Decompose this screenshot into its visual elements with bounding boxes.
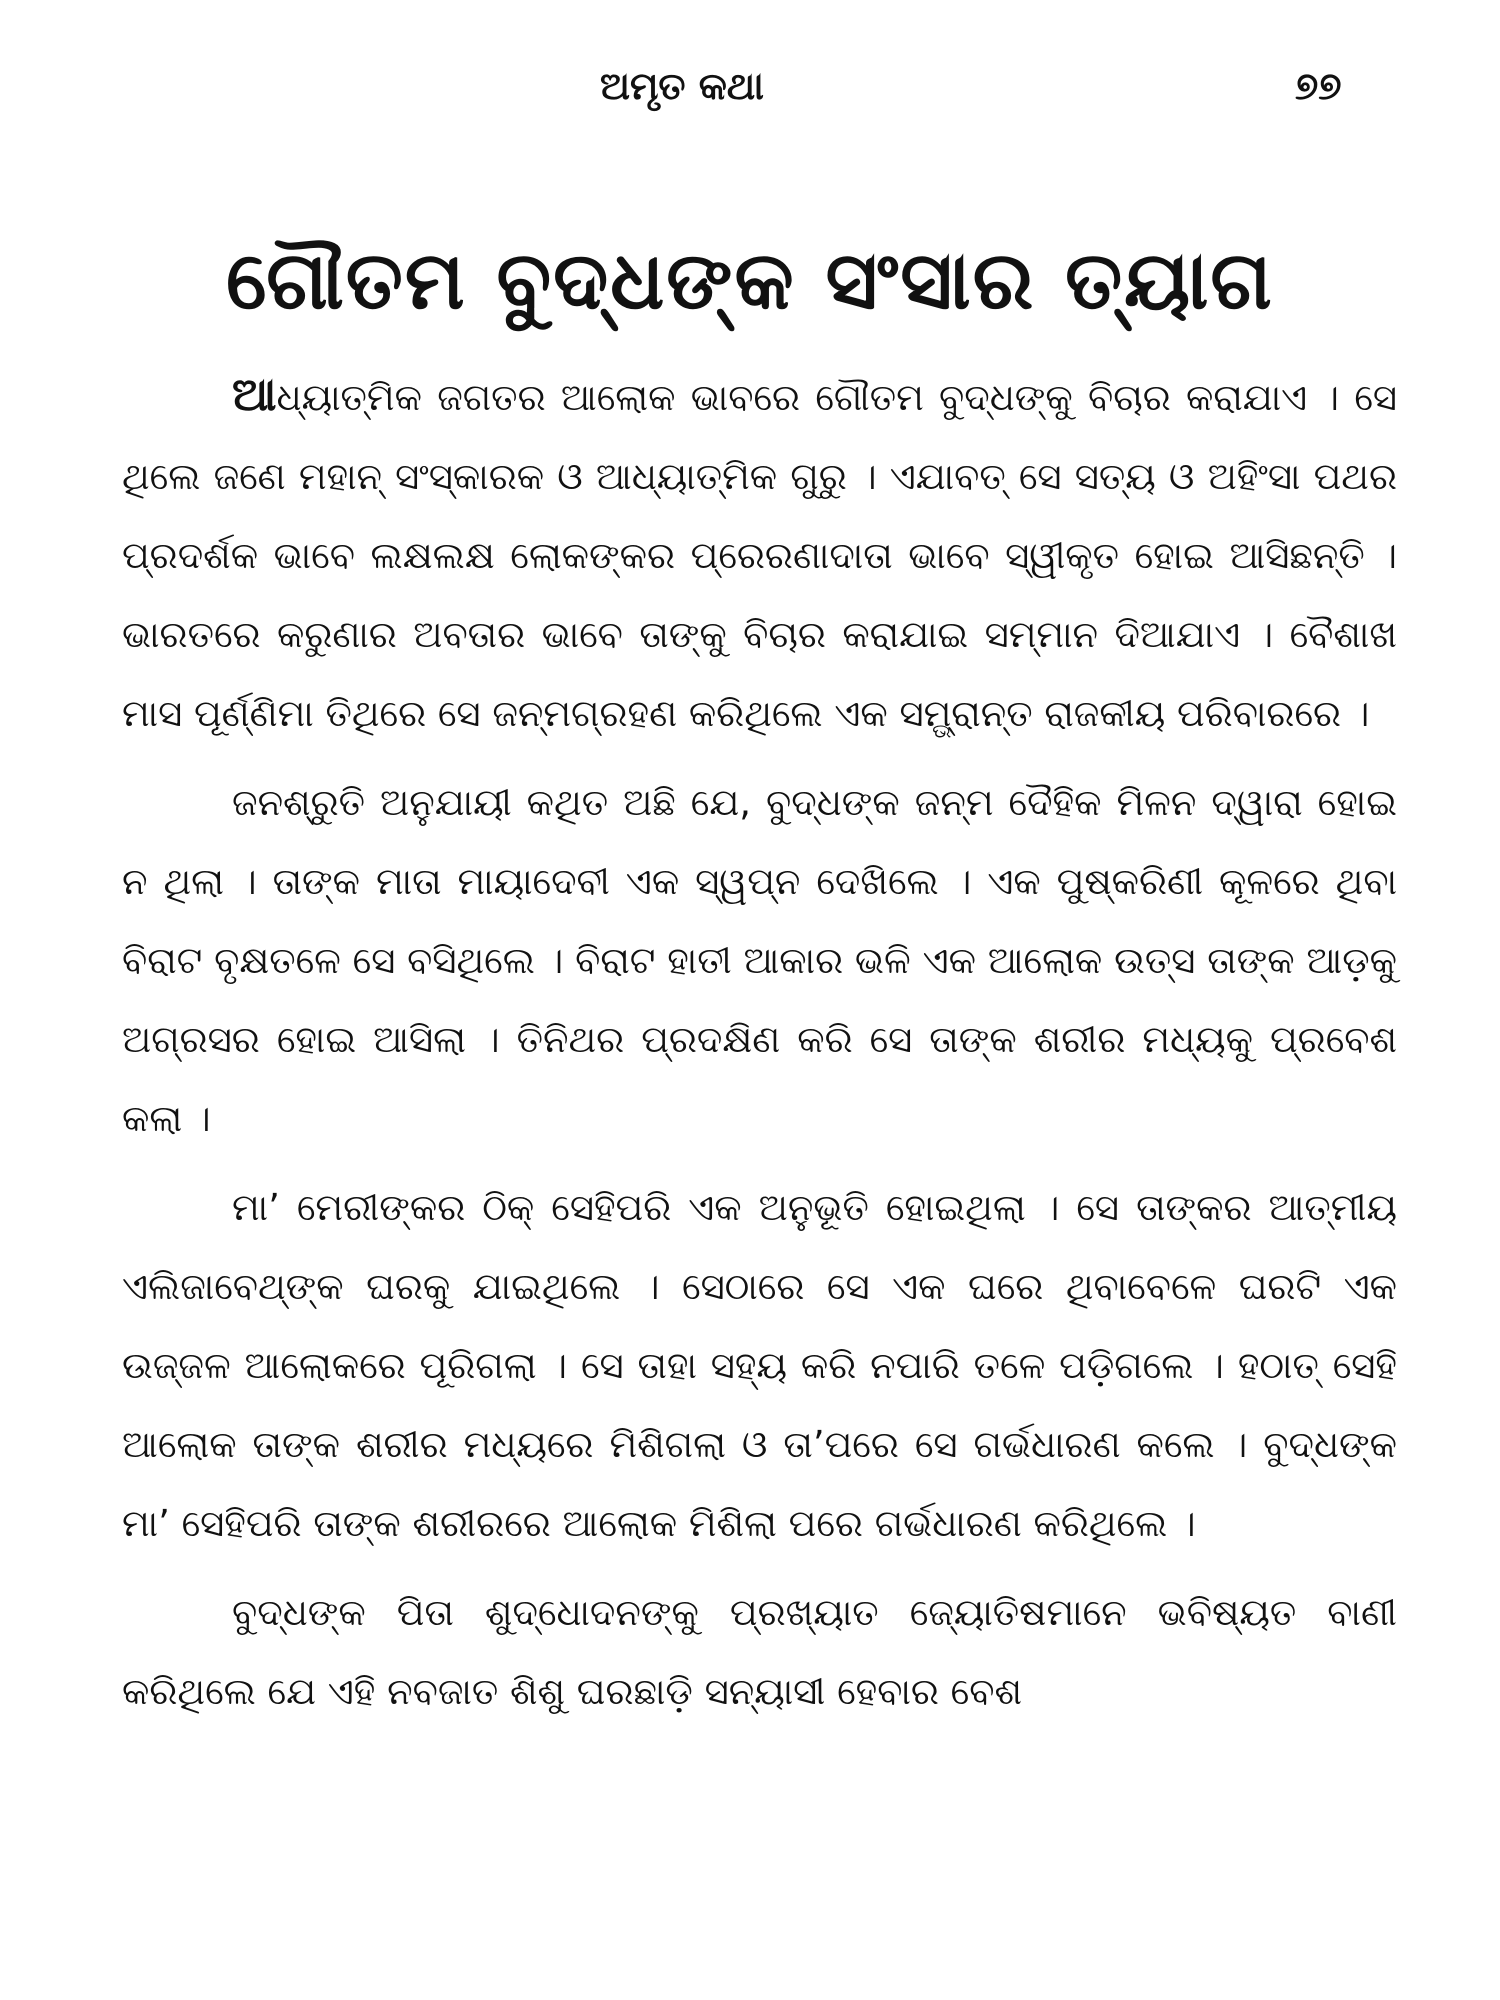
body-text: [122, 355, 1397, 1731]
chapter-title: ଗୌତମ ବୁଦ୍ଧଙ୍କ ସଂସାର ତ୍ୟାଗ: [226, 233, 1274, 327]
book-title: ଅମୃତ କଥା: [600, 64, 764, 108]
paragraph-4: ବୁଦ୍ଧଙ୍କ ପିତା ଶୁଦ୍ଧୋଦନଙ୍କୁ ପ୍ରଖ୍ୟାତ ଜ୍ୟୋତିଷମାନେ ଭବିଷ୍ୟତ ବାଣୀ କରିଥିଲେ ଯେ ଏହି ନବଜାତ ଶିଶୁ ଘରଛାଡ଼ି ସନ୍ୟାସୀ ହେବାର ବେଶ: [122, 1591, 1397, 1713]
paragraph-1: [122, 355, 1397, 753]
paragraph-3: ମା’ ମେରୀଙ୍କର ଠିକ୍ ସେହିପରି ଏକ ଅନୁଭୂତି ହୋଇଥିଲା । ସେ ତାଙ୍କର ଆତ୍ମୀୟ ଏଲିଜାବେଥ୍ଙ୍କ ଘରକୁ ଯାଇଥିଲେ । ସେଠାରେ ସେ ଏକ ଘରେ ଥିବାବେଳେ ଘରଟି ଏକ ଉଜ୍ଜଳ ଆଲୋକରେ ପୂରିଗଲା । ସେ ତାହା ସହ୍ୟ କରି ନପାରି ତଳେ ପଡ଼ିଗଲେ । ହଠାତ୍ ସେହି ଆଲୋକ ତାଙ୍କ ଶରୀର ମଧ୍ୟରେ ମିଶିଗଲା ଓ ତା’ପରେ ସେ ଗର୍ଭଧାରଣ କଲେ । ବୁଦ୍ଧଙ୍କ ମା’ ସେହିପରି ତାଙ୍କ ଶରୀରରେ ଆଲୋକ ମିଶିଲା ପରେ ଗର୍ଭଧାରଣ କରିଥିଲେ ।: [122, 1186, 1397, 1545]
paragraph-2: ଜନଶ୍ରୁତି ଅନୁଯାୟୀ କଥିତ ଅଛି ଯେ, ବୁଦ୍ଧଙ୍କ ଜନ୍ମ ଦୈହିକ ମିଳନ ଦ୍ୱାରା ହୋଇ ନ ଥିଲା । ତାଙ୍କ ମାତା ମାୟାଦେବୀ ଏକ ସ୍ୱପ୍ନ ଦେଖିଲେ । ଏକ ପୁଷ୍କରିଣୀ କୂଳରେ ଥିବା ବିରାଟ ବୃକ୍ଷତଳେ ସେ ବସିଥିଲେ । ବିରାଟ ହାତୀ ଆକାର ଭଳି ଏକ ଆଲୋକ ଉତ୍ସ ତାଙ୍କ ଆଡ଼କୁ ଅଗ୍ରସର ହୋଇ ଆସିଲା । ତିନିଥର ପ୍ରଦକ୍ଷିଣ କରି ସେ ତାଙ୍କ ଶରୀର ମଧ୍ୟକୁ ପ୍ରବେଶ କଲା ।: [122, 781, 1397, 1140]
paragraph-text: ଧ୍ୟାତ୍ମିକ ଜଗତର ଆଲୋକ ଭାବରେ ଗୌତମ ବୁଦ୍ଧଙ୍କୁ ବିଚାର କରାଯାଏ । ସେ ଥିଲେ ଜଣେ ମହାନ୍ ସଂସ୍କାରକ ଓ ଆଧ୍ୟାତ୍ମିକ ଗୁରୁ । ଏଯାବତ୍ ସେ ସତ୍ୟ ଓ ଅହିଂସା ପଥର ପ୍ରଦର୍ଶକ ଭାବେ ଲକ୍ଷଲକ୍ଷ ଲୋକଙ୍କର ପ୍ରେରଣାଦାତା ଭାବେ ସ୍ୱୀକୃତ ହୋଇ ଆସିଛନ୍ତି । ଭାରତରେ କରୁଣାର ଅବତାର ଭାବେ ତାଙ୍କୁ ବିଚାର କରାଯାଇ ସମ୍ମାନ ଦିଆଯାଏ । ବୈଶାଖ ମାସ ପୂର୍ଣ୍ଣିମା ତିଥିରେ ସେ ଜନ୍ମଗ୍ରହଣ କରିଥିଲେ ଏକ ସମ୍ଭ୍ରାନ୍ତ ରାଜକୀୟ ପରିବାରରେ ।: [122, 376, 1397, 735]
running-header: [0, 60, 1500, 130]
page-number: ୭୭: [1295, 64, 1342, 108]
paragraph-lead-letter: ଆ: [232, 367, 277, 421]
